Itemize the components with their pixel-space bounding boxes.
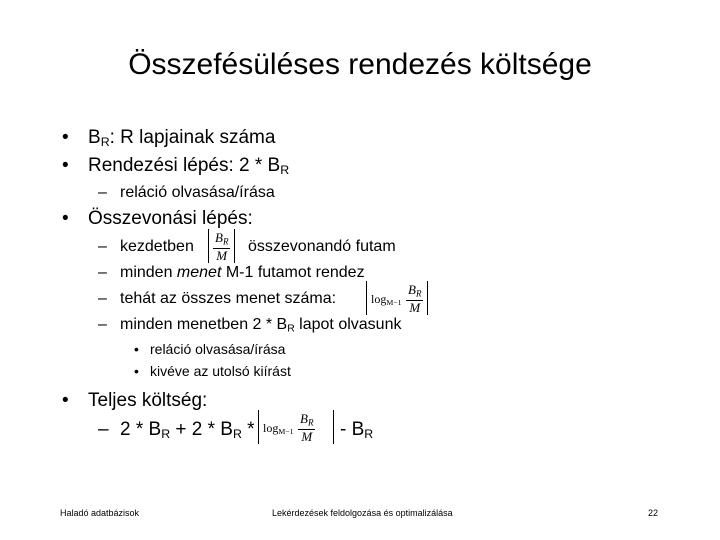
pages-per-pass-text: minden menetben $2 * B_R$ lapot olvasunk — [120, 316, 402, 335]
except-last-write-note: kivéve az utolsó kiírást — [150, 363, 291, 379]
total-passes-text: tehát az összes menet száma: — [120, 290, 337, 307]
footer-topic: Lekérdezések feldolgozása és optimalizálása — [272, 508, 453, 518]
dash-marker: – — [98, 290, 107, 307]
footer-course: Haladó adatbázisok — [60, 508, 140, 518]
merge-initial-text: kezdetben — [120, 238, 194, 255]
ceil-log-formula-total: $\log_{M-1}$ $\frac{B_R}{M}$ — [258, 410, 334, 444]
ceil-fraction-formula: $\frac{B_R}{M}$ — [208, 229, 235, 263]
slide-title: Összefésüléses rendezés költsége — [128, 48, 592, 81]
bullet-marker: • — [62, 208, 69, 229]
merge-initial-text-end: összevonandó futam — [248, 238, 396, 255]
sort-step-detail: reláció olvasása/írása — [120, 184, 275, 201]
read-write-note: reláció olvasása/írása — [150, 341, 286, 357]
bullet-marker: • — [62, 390, 69, 411]
bullet-merge-step: Összevonási lépés: — [88, 208, 253, 229]
dash-marker: – — [98, 238, 107, 255]
merge-pass-text: minden menet M-1 futamot rendez — [120, 264, 365, 281]
bullet-marker: • — [134, 341, 139, 357]
bullet-br-definition: $B_R$: R lapjainak száma — [88, 127, 276, 150]
bullet-marker: • — [62, 155, 69, 176]
dash-marker: – — [98, 316, 107, 333]
bullet-total-cost: Teljes költség: — [88, 390, 208, 411]
bullet-marker: • — [134, 363, 139, 379]
dash-marker: – — [98, 184, 107, 201]
total-cost-minus-br: - $B_R$ — [340, 419, 374, 442]
dash-marker: – — [98, 419, 109, 440]
dash-marker: – — [98, 264, 107, 281]
total-cost-expression: $2 * B_R + 2 * B_R$ * — [120, 419, 255, 442]
bullet-sort-step: Rendezési lépés: $2 * B_R$ — [88, 155, 290, 178]
footer-page-number: 22 — [648, 508, 659, 518]
ceil-log-formula: $\log_{M-1}$ $\frac{B_R}{M}$ — [366, 281, 428, 315]
bullet-marker: • — [62, 127, 69, 148]
